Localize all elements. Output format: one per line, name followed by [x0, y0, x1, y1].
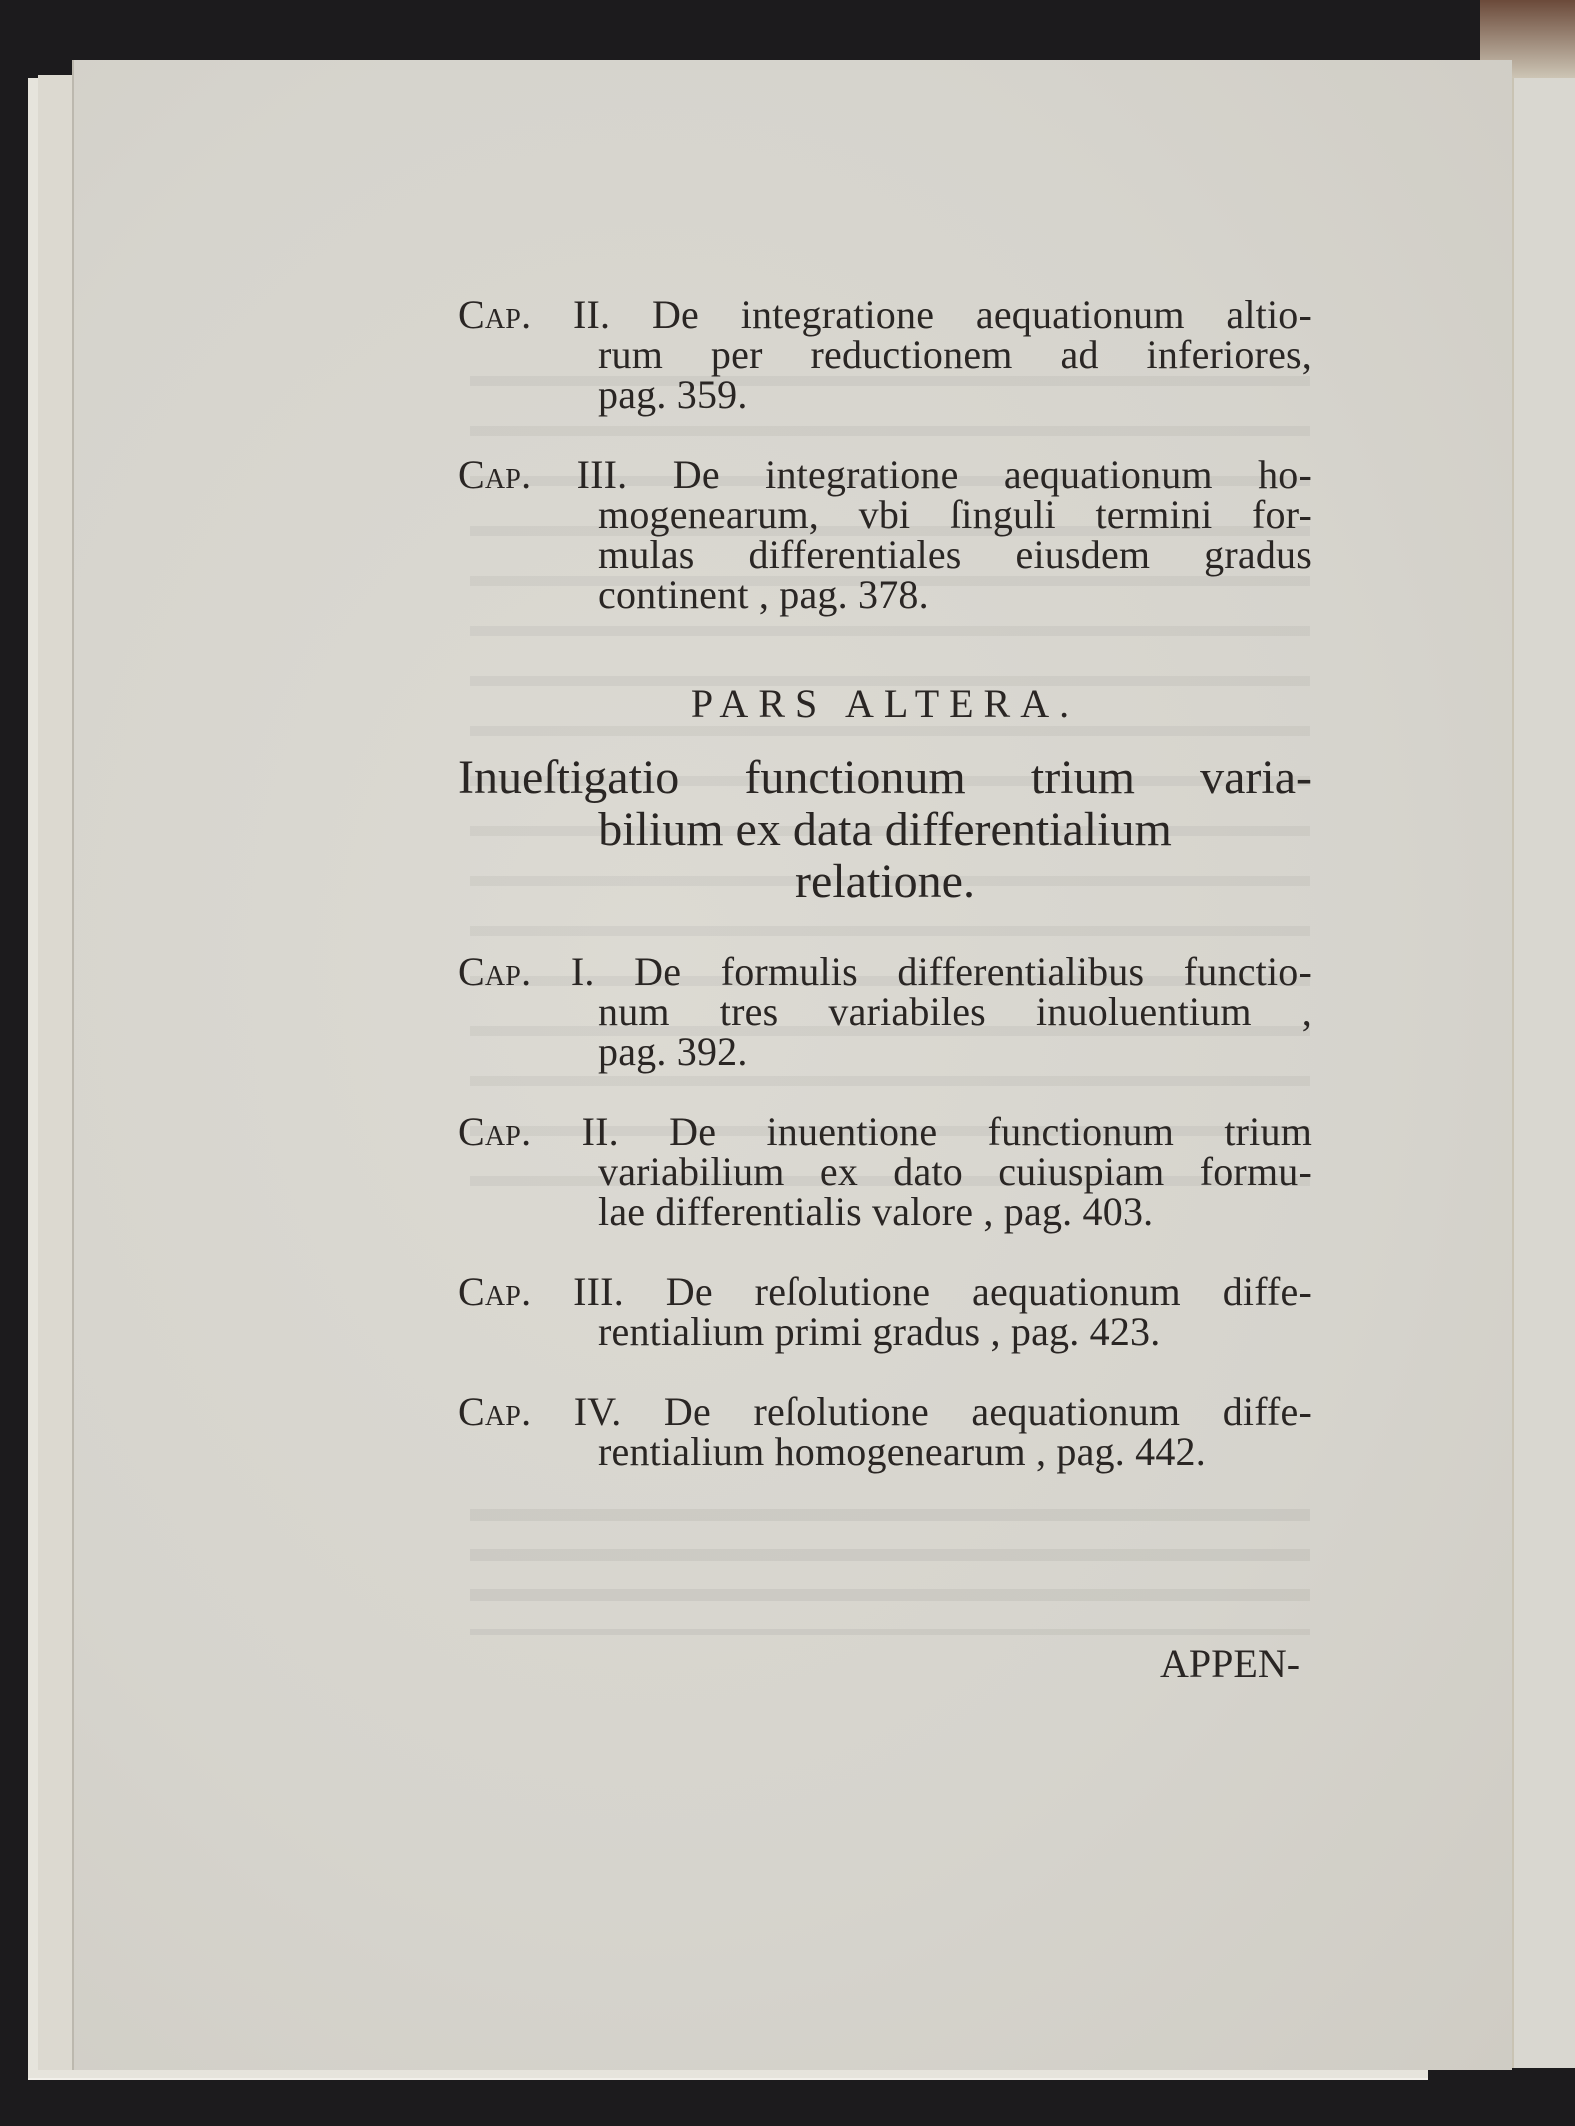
chapter-label: Cap. III.: [458, 1269, 624, 1314]
part-heading: PARS ALTERA.: [690, 681, 1080, 726]
toc-line: continent , pag. 378.: [598, 572, 929, 617]
subtitle-line: Inueſtigatio functionum trium varia-: [458, 751, 1312, 804]
toc-entry: [458, 292, 1312, 417]
chapter-label: Cap. I.: [458, 949, 595, 994]
subtitle-line: bilium ex data differentialium: [598, 803, 1172, 856]
toc-line: mulas differentiales eiusdem gradus: [598, 532, 1312, 577]
toc-line: pag. 392.: [598, 1029, 748, 1074]
toc-line: pag. 359.: [598, 372, 748, 417]
chapter-label: Cap. II.: [458, 1109, 619, 1154]
subtitle-line: relatione.: [795, 855, 975, 908]
show-through-decoration: [470, 1495, 1310, 1635]
chapter-label: Cap. III.: [458, 452, 628, 497]
toc-line: Cap. IV. De reſolutione aequationum diffe-: [458, 1389, 1313, 1434]
part-subtitle: [458, 752, 1312, 908]
toc-line: Cap. III. De reſolutione aequationum diffe-: [458, 1269, 1313, 1314]
chapter-label: Cap. IV.: [458, 1389, 622, 1434]
toc-entry: [458, 949, 1313, 1074]
toc-entry: [458, 452, 1312, 617]
chapter-label: Cap. II.: [458, 292, 611, 337]
toc-line: Cap. II. De inuentione functionum trium: [458, 1109, 1313, 1154]
toc-line: lae differentialis valore , pag. 403.: [598, 1189, 1154, 1234]
toc-line: num tres variabiles inuoluentium ,: [598, 989, 1312, 1034]
page-edge: [72, 60, 74, 2070]
facing-leaf: [1512, 78, 1575, 2068]
toc-entry: [458, 1109, 1313, 1234]
toc-line: rentialium primi gradus , pag. 423.: [598, 1309, 1161, 1354]
toc-line: Cap. III. De integratione aequationum ho-: [458, 452, 1312, 497]
catchword: APPEN-: [1160, 1641, 1301, 1686]
toc-entry: [458, 1269, 1313, 1354]
toc-line: variabilium ex dato cuiuspiam formu-: [598, 1149, 1312, 1194]
toc-line: mogenearum, vbi ſinguli termini for-: [598, 492, 1312, 537]
toc-line: Cap. I. De formulis differentialibus functio-: [458, 949, 1313, 994]
toc-line: Cap. II. De integratione aequationum altio-: [458, 292, 1312, 337]
toc-entry: [458, 1389, 1313, 1474]
toc-line: rentialium homogenearum , pag. 442.: [598, 1429, 1206, 1474]
toc-line: rum per reductionem ad inferiores,: [598, 332, 1312, 377]
